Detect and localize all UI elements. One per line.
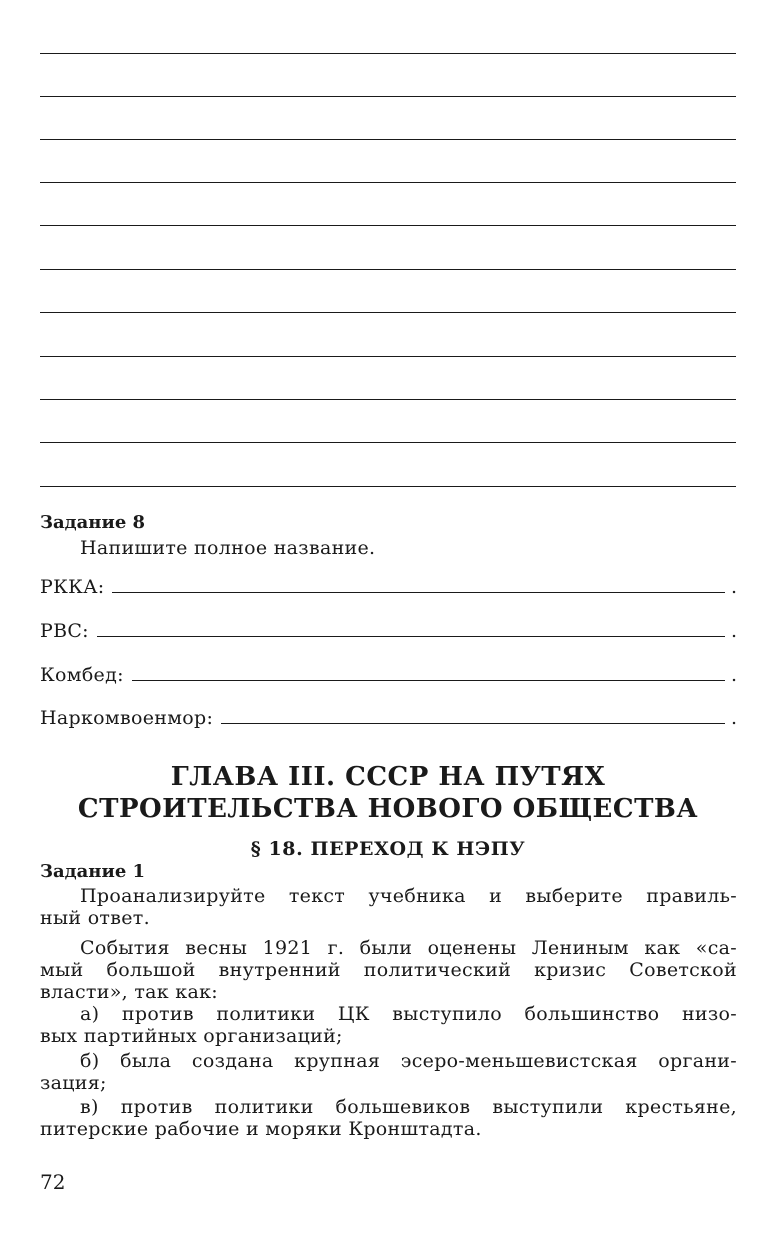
page-number: 72 <box>40 1170 66 1194</box>
answer-line[interactable] <box>40 139 736 140</box>
text-line: вых партийных организаций; <box>40 1025 343 1047</box>
task1-title: Задание 1 <box>40 861 146 882</box>
fill-in-blank[interactable] <box>132 679 725 681</box>
fill-row-kombed <box>40 660 737 686</box>
task1-option-a[interactable] <box>40 1003 737 1047</box>
period: . <box>731 707 738 729</box>
term-label: Комбед: <box>40 664 124 686</box>
answer-line[interactable] <box>40 356 736 357</box>
answer-line[interactable] <box>40 53 736 54</box>
answer-line[interactable] <box>40 225 736 226</box>
text-line: События весны 1921 г. были оценены Лениным как «са- <box>80 937 737 959</box>
task1-option-b[interactable] <box>40 1050 737 1094</box>
text-line: ный ответ. <box>40 907 150 929</box>
chapter-title-line2: СТРОИТЕЛЬСТВА НОВОГО ОБЩЕСТВА <box>77 794 699 824</box>
answer-line[interactable] <box>40 442 736 443</box>
fill-row-narkomvoenmor <box>40 703 737 729</box>
section-title: § 18. ПЕРЕХОД К НЭПУ <box>250 838 526 860</box>
answer-line[interactable] <box>40 96 736 97</box>
period: . <box>731 664 738 686</box>
fill-in-blank[interactable] <box>112 591 725 593</box>
answer-line[interactable] <box>40 182 736 183</box>
task8-instruction: Напишите полное название. <box>80 537 376 559</box>
chapter-title-line1: ГЛАВА III. СССР НА ПУТЯХ <box>170 762 606 792</box>
text-line: мый большой внутренний политический кризис Советской <box>40 959 737 981</box>
term-label: Наркомвоенмор: <box>40 707 214 729</box>
text-line: Проанализируйте текст учебника и выберите правиль- <box>80 885 737 907</box>
answer-line[interactable] <box>40 312 736 313</box>
task8-title: Задание 8 <box>40 512 146 533</box>
fill-in-blank[interactable] <box>221 722 725 724</box>
text-line: зация; <box>40 1072 107 1094</box>
text-line: а) против политики ЦК выступило большинство низо- <box>80 1003 737 1025</box>
fill-row-rkka <box>40 572 737 598</box>
period: . <box>731 576 738 598</box>
answer-line[interactable] <box>40 269 736 270</box>
term-label: РВС: <box>40 620 89 642</box>
task1-question <box>40 937 737 1003</box>
answer-line[interactable] <box>40 486 736 487</box>
task1-instruction <box>40 885 737 929</box>
period: . <box>731 620 738 642</box>
fill-in-blank[interactable] <box>97 635 725 637</box>
task1-option-c[interactable] <box>40 1096 737 1140</box>
term-label: РККА: <box>40 576 105 598</box>
text-line: б) была создана крупная эсеро-меньшевистская органи- <box>80 1050 737 1072</box>
text-line: в) против политики большевиков выступили крестьяне, <box>80 1096 737 1118</box>
answer-line[interactable] <box>40 399 736 400</box>
text-line: питерские рабочие и моряки Кронштадта. <box>40 1118 482 1140</box>
text-line: власти», так как: <box>40 981 218 1003</box>
fill-row-rvs <box>40 616 737 642</box>
